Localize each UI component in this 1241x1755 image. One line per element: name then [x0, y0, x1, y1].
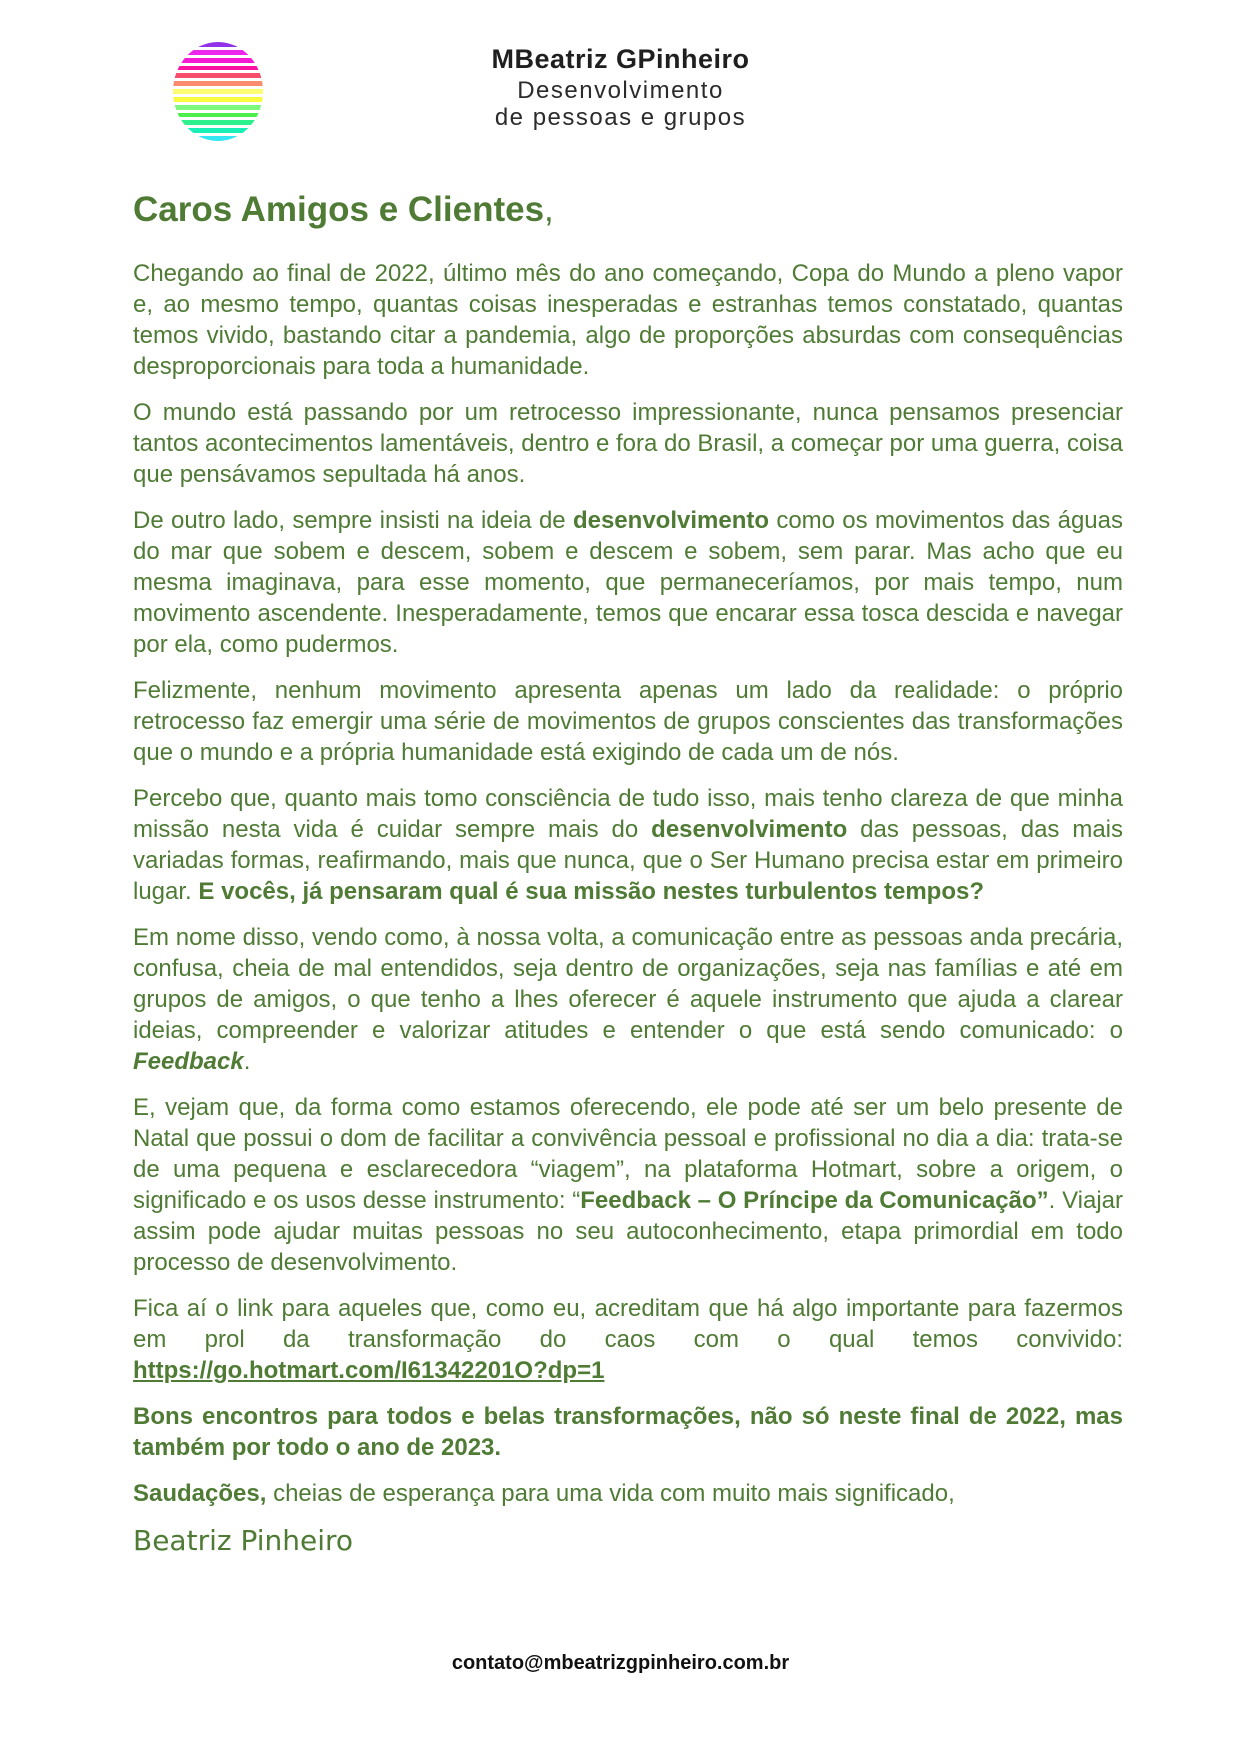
letter-body	[133, 190, 1123, 1557]
hotmart-link[interactable]: https://go.hotmart.com/I61342201O?dp=1	[133, 1357, 605, 1384]
text-segment: Feedback – O Príncipe da Comunicação”	[580, 1187, 1049, 1214]
text-segment: Em nome disso, vendo como, à nossa volta, a comunicação entre as pessoas anda precária, confusa, cheia de mal entendidos, seja dentro de organizações, seja nas famílias e até em grupos de amigos, o que tenho a lhes oferecer é aquele instrumento que ajuda a clarear ideias, compreender e valorizar atitudes e entender o que está sendo comunicado: o	[133, 924, 1123, 1044]
signature-name: Beatriz Pinheiro	[133, 1524, 354, 1557]
text-segment: Percebo que, quanto mais tomo consciência de tudo isso, mais tenho clareza de que minha missão nesta vida é cuidar sempre mais do	[133, 785, 1123, 843]
paragraph	[133, 922, 1123, 1077]
text-segment: desenvolvimento	[651, 816, 848, 843]
salutation-text: Caros Amigos e Clientes	[133, 190, 545, 229]
text-segment: E vocês, já pensaram qual é sua missão nestes turbulentos tempos?	[198, 878, 984, 905]
text-segment: .	[243, 1048, 251, 1075]
text-segment: Saudações,	[133, 1480, 267, 1507]
text-segment: Fica aí o link para aqueles que, como eu, acreditam que há algo importante para fazermos em prol da transformação do caos com o qual temos convivido:	[133, 1295, 1123, 1353]
text-segment: Bons encontros para todos e belas transformações, não só neste final de 2022, mas também por todo o ano de 2023.	[133, 1403, 1123, 1461]
paragraph	[133, 258, 1123, 382]
brand-subtitle-line2: de pessoas e grupos	[494, 104, 747, 132]
brand-header	[0, 44, 1241, 132]
paragraph	[133, 505, 1123, 660]
text-segment: desenvolvimento	[572, 507, 770, 534]
salutation-heading	[133, 190, 1123, 230]
text-segment: E, vejam que, da forma como estamos oferecendo, ele pode até ser um belo presente de Natal que possui o dom de facilitar a convivência pessoal e profissional no dia a dia: trata-se de uma pequena e esclarecedora “viagem”, na plataforma Hotmart, sobre a origem, o significado e os usos desse instrumento: “	[133, 1094, 1123, 1214]
brand-subtitle-line1: Desenvolvimento	[517, 77, 724, 105]
text-segment: De outro lado, sempre insisti na ideia de	[133, 507, 573, 534]
paragraph	[133, 783, 1123, 907]
paragraph	[133, 675, 1123, 768]
paragraph	[133, 1293, 1123, 1386]
text-segment: Feedback	[133, 1048, 244, 1075]
text-segment: Chegando ao final de 2022, último mês do ano começando, Copa do Mundo a pleno vapor e, ao mesmo tempo, quantas coisas inesperadas e estranhas temos constatado, quantas temos vivido, bastando citar a pandemia, algo de proporções absurdas com consequências desproporcionais para toda a humanidade.	[133, 260, 1123, 380]
text-segment: . Viajar assim pode ajudar muitas pessoas no seu autoconhecimento, etapa primordial em todo processo de desenvolvimento.	[133, 1187, 1123, 1276]
paragraphs-container	[133, 258, 1123, 1509]
text-segment: O mundo está passando por um retrocesso impressionante, nunca pensamos presenciar tantos acontecimentos lamentáveis, dentro e fora do Brasil, a começar por uma guerra, coisa que pensávamos sepultada há anos.	[133, 399, 1123, 488]
footer-email: contato@mbeatrizgpinheiro.com.br	[451, 1652, 790, 1674]
salutation-comma: ,	[544, 190, 554, 229]
text-segment: das pessoas, das mais variadas formas, reafirmando, mais que nunca, que o Ser Humano precisa estar em primeiro lugar.	[133, 816, 1124, 905]
brand-name: MBeatriz GPinheiro	[491, 44, 750, 74]
paragraph	[133, 1478, 1123, 1509]
text-segment: como os movimentos das águas do mar que sobem e descem, sobem e descem e sobem, sem parar. Mas acho que eu mesma imaginava, para esse momento, que permaneceríamos, por mais tempo, num movimento ascendente. Inesperadamente, temos que encarar essa tosca descida e navegar por ela, como pudermos.	[133, 507, 1124, 658]
paragraph	[133, 397, 1123, 490]
paragraph	[133, 1401, 1123, 1463]
text-segment: cheias de esperança para uma vida com muito mais significado,	[266, 1480, 955, 1507]
text-segment: Felizmente, nenhum movimento apresenta apenas um lado da realidade: o próprio retrocesso faz emergir uma série de movimentos de grupos conscientes das transformações que o mundo e a própria humanidade está exigindo de cada um de nós.	[133, 677, 1123, 766]
paragraph	[133, 1092, 1123, 1278]
